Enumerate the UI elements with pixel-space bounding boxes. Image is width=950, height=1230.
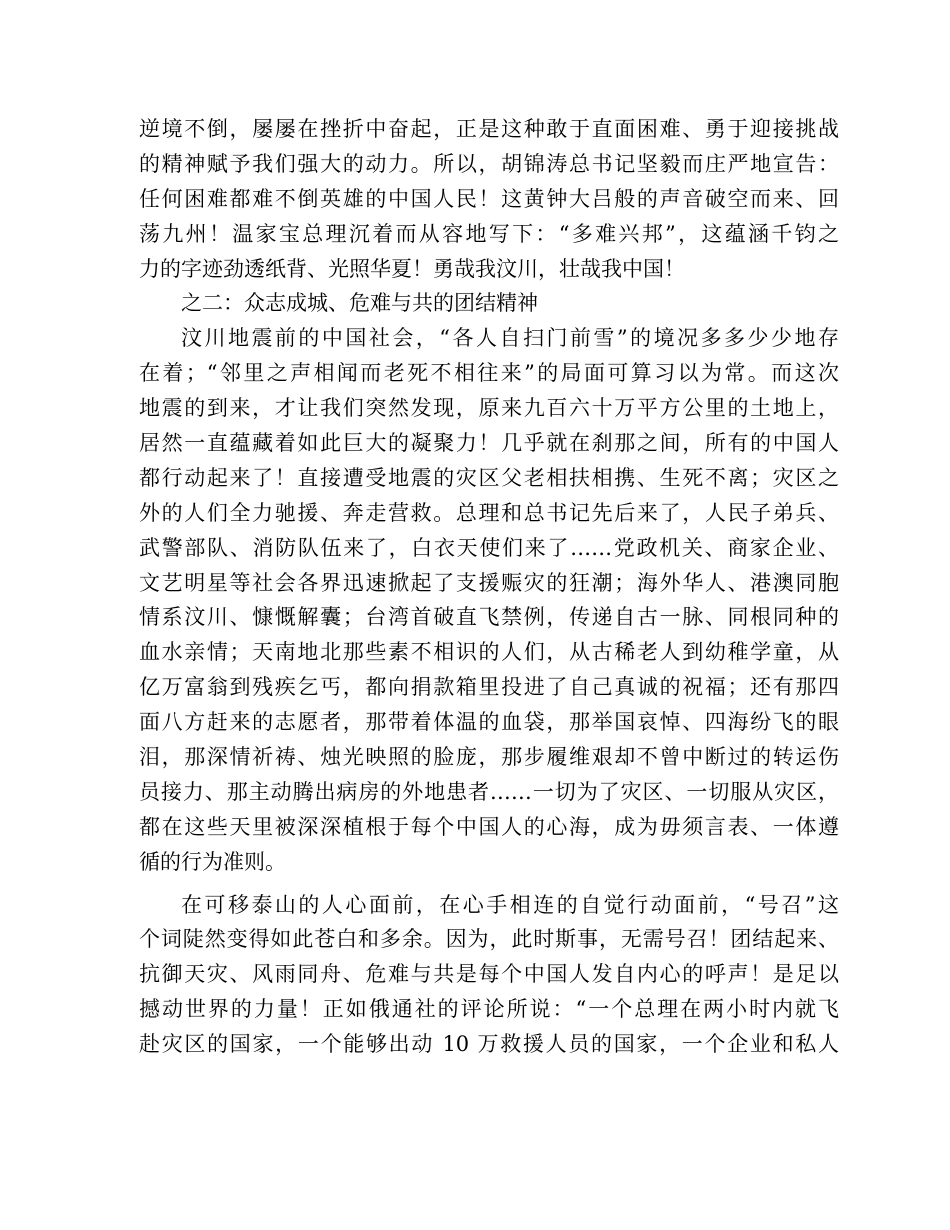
text-line: 武警部队、消防队伍来了，白衣天使们来了……党政机关、商家企业、 [139,535,839,560]
text-line: 都在这些天里被深深植根于每个中国人的心海，成为毋须言表、一体遵 [139,814,839,839]
text-line: 居然一直蕴藏着如此巨大的凝聚力！几乎就在刹那之间，所有的中国人 [139,431,839,456]
text-line: 个词陡然变得如此苍白和多余。因为，此时斯事，无需号召！团结起来、 [139,927,839,952]
text-line: 撼动世界的力量！正如俄通社的评论所说：“一个总理在两小时内就飞 [139,997,839,1022]
text-line: 情系汶川、慷慨解囊；台湾首破直飞禁例，传递自古一脉、同根同种的 [139,605,839,630]
text-line: 的精神赋予我们强大的动力。所以，胡锦涛总书记坚毅而庄严地宣告： [139,151,839,176]
text-line: 赴灾区的国家，一个能够出动 10 万救援人员的国家，一个企业和私人 [139,1032,839,1057]
text-line: 文艺明星等社会各界迅速掀起了支援赈灾的狂潮；海外华人、港澳同胞 [139,570,839,595]
text-line: 血水亲情；天南地北那些素不相识的人们，从古稀老人到幼稚学童，从 [139,640,839,665]
text-line: 荡九州！温家宝总理沉着而从容地写下：“多难兴邦”，这蕴涵千钧之 [139,221,839,246]
text-line: 在着；“邻里之声相闻而老死不相往来”的局面可算习以为常。而这次 [139,361,839,386]
text-line: 地震的到来，才让我们突然发现，原来九百六十万平方公里的土地上， [139,396,839,421]
text-line: 都行动起来了！直接遭受地震的灾区父老相扶相携、生死不离；灾区之 [139,465,839,490]
text-line: 在可移泰山的人心面前，在心手相连的自觉行动面前，“号召”这 [181,892,839,917]
text-line: 逆境不倒，屡屡在挫折中奋起，正是这种敢于直面困难、勇于迎接挑战 [139,117,839,141]
text-line: 力的字迹劲透纸背、光照华夏！勇哉我汶川，壮哉我中国！ [139,256,685,281]
text-line: 汶川地震前的中国社会，“各人自扫门前雪”的境况多多少少地存 [181,326,839,351]
text-line: 抗御天灾、风雨同舟、危难与共是每个中国人发自内心的呼声！是足以 [139,962,839,987]
text-line: 任何困难都难不倒英雄的中国人民！这黄钟大吕般的声音破空而来、回 [139,186,839,211]
paragraph-1 [139,112,839,286]
paragraph-spacer [139,880,839,888]
text-line: 员接力、那主动腾出病房的外地患者……一切为了灾区、一切服从灾区， [139,779,839,804]
text-line: 外的人们全力驰援、奔走营救。总理和总书记先后来了，人民子弟兵、 [139,500,839,525]
paragraph-3 [139,888,839,1062]
text-line: 亿万富翁到残疾乞丐，都向捐款箱里投进了自己真诚的祝福；还有那四 [139,675,839,700]
text-line: 面八方赶来的志愿者，那带着体温的血袋，那举国哀悼、四海纷飞的眼 [139,710,839,735]
text-line: 泪，那深情祈祷、烛光映照的脸庞，那步履维艰却不曾中断过的转运伤 [139,745,839,770]
paragraph-2 [139,321,839,879]
section-heading: 之二：众志成城、危难与共的团结精神 [181,291,538,316]
text-line: 循的行为准则。 [139,849,286,874]
document-body [139,112,839,1062]
